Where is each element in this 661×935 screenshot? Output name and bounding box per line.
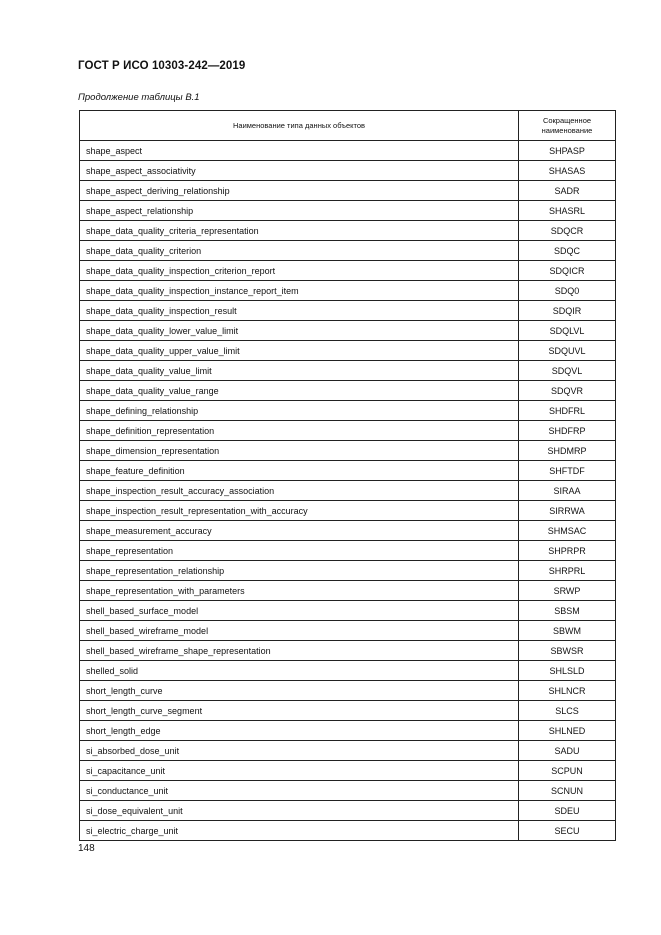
table-row: [80, 381, 616, 401]
entity-name-cell: si_dose_equivalent_unit: [80, 801, 519, 821]
short-name-cell: SDQCR: [519, 221, 616, 241]
short-name-cell: SDQICR: [519, 261, 616, 281]
entity-name-cell: shape_inspection_result_representation_with_accuracy: [80, 501, 519, 521]
short-name-cell: SHDFRP: [519, 421, 616, 441]
entity-name-cell: short_length_curve_segment: [80, 701, 519, 721]
entity-name-cell: shape_dimension_representation: [80, 441, 519, 461]
entity-name-cell: shape_data_quality_criteria_representation: [80, 221, 519, 241]
table-row: [80, 821, 616, 841]
short-name-cell: SHLSLD: [519, 661, 616, 681]
short-name-cell: SCNUN: [519, 781, 616, 801]
entity-name-cell: shape_data_quality_upper_value_limit: [80, 341, 519, 361]
table-row: [80, 561, 616, 581]
table-row: [80, 301, 616, 321]
short-name-cell: SDQLVL: [519, 321, 616, 341]
entity-name-cell: shelled_solid: [80, 661, 519, 681]
short-name-cell: SHMSAC: [519, 521, 616, 541]
table-row: [80, 801, 616, 821]
table-row: [80, 781, 616, 801]
entity-name-cell: shape_aspect_deriving_relationship: [80, 181, 519, 201]
table-row: [80, 461, 616, 481]
table-row: [80, 341, 616, 361]
entity-name-cell: shape_data_quality_lower_value_limit: [80, 321, 519, 341]
short-name-cell: SDEU: [519, 801, 616, 821]
entity-name-cell: shape_representation_relationship: [80, 561, 519, 581]
table-row: [80, 441, 616, 461]
entity-name-cell: shape_data_quality_inspection_instance_report_item: [80, 281, 519, 301]
entity-name-cell: shell_based_wireframe_model: [80, 621, 519, 641]
short-name-cell: SHASAS: [519, 161, 616, 181]
entity-name-cell: si_electric_charge_unit: [80, 821, 519, 841]
table-row: [80, 241, 616, 261]
entity-name-cell: short_length_edge: [80, 721, 519, 741]
table-row: [80, 221, 616, 241]
entity-name-cell: shape_data_quality_inspection_result: [80, 301, 519, 321]
table-row: [80, 581, 616, 601]
table-row: [80, 161, 616, 181]
entity-name-cell: shape_aspect_relationship: [80, 201, 519, 221]
entity-name-cell: si_absorbed_dose_unit: [80, 741, 519, 761]
table-row: [80, 481, 616, 501]
entity-name-cell: shape_feature_definition: [80, 461, 519, 481]
short-name-cell: SHDFRL: [519, 401, 616, 421]
entity-name-cell: short_length_curve: [80, 681, 519, 701]
short-name-cell: SHLNCR: [519, 681, 616, 701]
table-row: [80, 401, 616, 421]
table-row: [80, 761, 616, 781]
table-row: [80, 501, 616, 521]
table-row: [80, 661, 616, 681]
short-name-cell: SLCS: [519, 701, 616, 721]
short-name-cell: SADU: [519, 741, 616, 761]
document-header: ГОСТ Р ИСО 10303-242—2019: [78, 60, 246, 72]
table-row: [80, 261, 616, 281]
entity-name-cell: shape_data_quality_inspection_criterion_report: [80, 261, 519, 281]
entity-name-cell: shape_defining_relationship: [80, 401, 519, 421]
table-row: [80, 521, 616, 541]
column-header-short-name: Сокращенное наименование: [519, 111, 616, 141]
table-row: [80, 601, 616, 621]
short-name-cell: SIRRWA: [519, 501, 616, 521]
entity-name-cell: shape_aspect: [80, 141, 519, 161]
table-row: [80, 321, 616, 341]
short-name-cell: SHDMRP: [519, 441, 616, 461]
short-name-cell: SDQC: [519, 241, 616, 261]
short-name-cell: SCPUN: [519, 761, 616, 781]
table-row: [80, 421, 616, 441]
entity-name-cell: shell_based_surface_model: [80, 601, 519, 621]
table-row: [80, 641, 616, 661]
table-row: [80, 281, 616, 301]
table-row: [80, 681, 616, 701]
column-header-entity-name: Наименование типа данных объектов: [80, 111, 519, 141]
entity-name-cell: shape_data_quality_value_range: [80, 381, 519, 401]
entity-name-cell: shape_definition_representation: [80, 421, 519, 441]
short-name-cell: SBWSR: [519, 641, 616, 661]
short-name-cell: SHLNED: [519, 721, 616, 741]
short-name-cell: SHASRL: [519, 201, 616, 221]
short-name-cell: SDQ0: [519, 281, 616, 301]
table-row: [80, 701, 616, 721]
entity-name-cell: shape_representation: [80, 541, 519, 561]
short-name-cell: SBSM: [519, 601, 616, 621]
entity-name-cell: shape_inspection_result_accuracy_association: [80, 481, 519, 501]
entity-name-cell: shape_aspect_associativity: [80, 161, 519, 181]
short-name-cell: SDQIR: [519, 301, 616, 321]
short-name-cell: SDQVR: [519, 381, 616, 401]
table-row: [80, 181, 616, 201]
short-name-cell: SHRPRL: [519, 561, 616, 581]
short-name-cell: SBWM: [519, 621, 616, 641]
short-name-cell: SRWP: [519, 581, 616, 601]
short-name-cell: SDQVL: [519, 361, 616, 381]
short-name-cell: SHPASP: [519, 141, 616, 161]
short-name-cell: SECU: [519, 821, 616, 841]
table-row: [80, 361, 616, 381]
abbreviations-table: [79, 110, 616, 841]
entity-name-cell: shape_measurement_accuracy: [80, 521, 519, 541]
entity-name-cell: shape_data_quality_criterion: [80, 241, 519, 261]
entity-name-cell: shell_based_wireframe_shape_representation: [80, 641, 519, 661]
table-row: [80, 721, 616, 741]
short-name-cell: SHFTDF: [519, 461, 616, 481]
table-row: [80, 201, 616, 221]
entity-name-cell: si_capacitance_unit: [80, 761, 519, 781]
table-row: [80, 541, 616, 561]
page-number: 148: [78, 843, 95, 854]
short-name-cell: SDQUVL: [519, 341, 616, 361]
table-body: [80, 141, 616, 841]
table-row: [80, 741, 616, 761]
short-name-cell: SHPRPR: [519, 541, 616, 561]
entity-name-cell: si_conductance_unit: [80, 781, 519, 801]
table-row: [80, 141, 616, 161]
entity-name-cell: shape_data_quality_value_limit: [80, 361, 519, 381]
table-header-row: [80, 111, 616, 141]
entity-name-cell: shape_representation_with_parameters: [80, 581, 519, 601]
short-name-cell: SIRAA: [519, 481, 616, 501]
table-row: [80, 621, 616, 641]
table-caption: Продолжение таблицы В.1: [78, 92, 200, 103]
short-name-cell: SADR: [519, 181, 616, 201]
